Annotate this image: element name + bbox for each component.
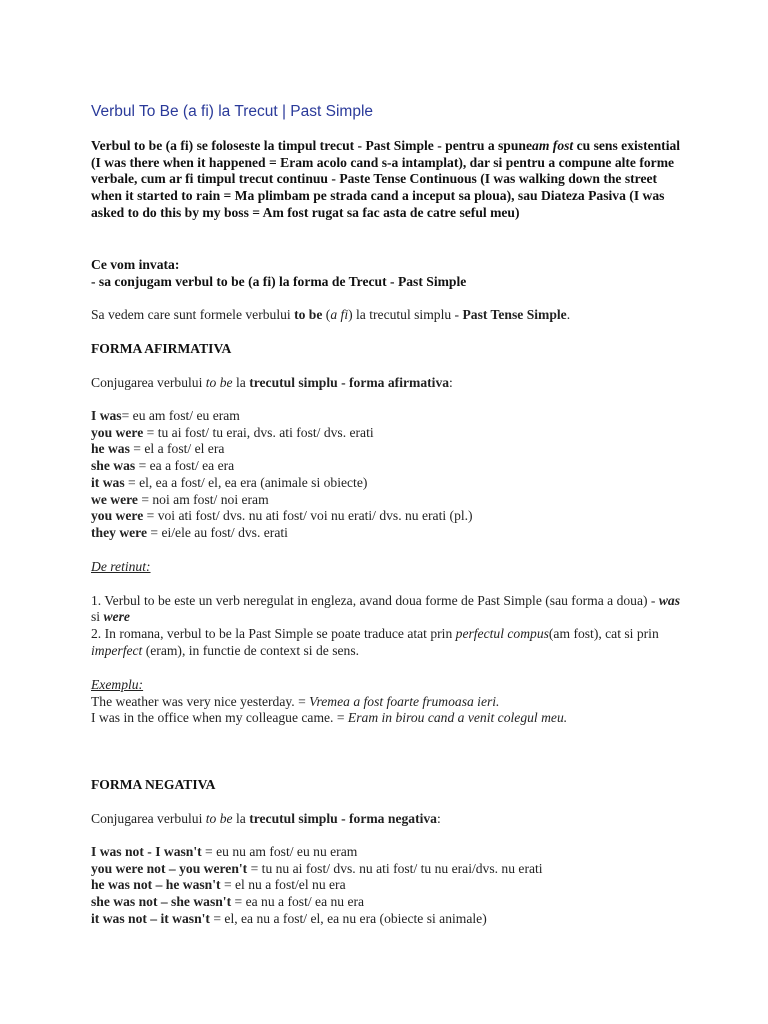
exemplu-label: Exemplu: bbox=[91, 677, 144, 692]
retinut-note-2-text-2: (am fost), cat si prin bbox=[548, 626, 659, 642]
forms-text-1: Sa vedem care sunt formele verbului bbox=[91, 307, 295, 322]
neg-conj-to-be: to be bbox=[205, 811, 233, 826]
page-title: Verbul To Be (a fi) la Trecut | Past Simple bbox=[91, 103, 374, 120]
negative-row bbox=[91, 861, 681, 878]
example-2-en: I was in the office when my colleague came. = bbox=[91, 710, 348, 726]
intro-rest: cu sens existential (I was there when it happened = Eram acolo cand s-a intamplat), dar si pentru a compune alte forme verbale, cum ar fi timpul trecut continuu - Paste Tense Continuous (I was walking down the street when it started to rain = Ma plimbam pe strada cand a inceput sa ploua), sau Diateza Pasiva (I was asked to do this by my boss = Am fost rugat sa fac asta de catre seful meu) bbox=[91, 138, 681, 220]
neg-conj-bold: trecutul simplu - forma negativa bbox=[249, 811, 437, 826]
neg-subject: she was not – she wasn't bbox=[91, 894, 232, 910]
exemplu-section bbox=[91, 677, 681, 727]
aff-subject: he was bbox=[91, 441, 130, 457]
example-1-ro: Vremea a fost foarte frumoasa ieri. bbox=[309, 693, 500, 709]
affirmative-row bbox=[91, 425, 681, 442]
retinut-section bbox=[91, 559, 681, 660]
retinut-imperfect: imperfect bbox=[91, 642, 143, 658]
neg-subject: you were not – you weren't bbox=[91, 860, 248, 876]
aff-subject: we were bbox=[91, 491, 138, 507]
example-1 bbox=[91, 694, 681, 711]
retinut-label: De retinut: bbox=[91, 559, 151, 574]
negative-list bbox=[91, 844, 681, 928]
aff-translation: = voi ati fost/ dvs. nu ati fost/ voi nu erati/ dvs. nu erati (pl.) bbox=[143, 508, 473, 524]
forms-text-2: ( bbox=[322, 307, 331, 322]
negative-heading: FORMA NEGATIVA bbox=[91, 777, 216, 792]
aff-subject: they were bbox=[91, 524, 147, 540]
aff-conj-text-3: : bbox=[449, 375, 453, 390]
neg-translation: = el, ea nu a fost/ el, ea nu era (obiecte si animale) bbox=[209, 910, 487, 926]
aff-translation: = tu ai fost/ tu erai, dvs. ati fost/ dvs. erati bbox=[143, 424, 374, 440]
learn-section bbox=[91, 257, 681, 290]
intro-paragraph bbox=[91, 138, 681, 222]
aff-translation: = eu am fost/ eu eram bbox=[121, 408, 240, 423]
affirmative-row bbox=[91, 441, 681, 458]
learn-item: - sa conjugam verbul to be (a fi) la forma de Trecut - Past Simple bbox=[91, 273, 467, 289]
forms-to-be: to be bbox=[294, 307, 323, 322]
aff-translation: = ei/ele au fost/ dvs. erati bbox=[147, 524, 288, 540]
intro-am-fost: am fost bbox=[532, 138, 574, 153]
aff-conj-to-be: to be bbox=[205, 375, 233, 390]
affirmative-row bbox=[91, 475, 681, 492]
aff-translation: = el a fost/ el era bbox=[129, 441, 225, 457]
neg-translation: = eu nu am fost/ eu nu eram bbox=[201, 844, 358, 859]
example-2 bbox=[91, 710, 681, 727]
aff-translation: = noi am fost/ noi eram bbox=[137, 491, 269, 507]
affirmative-heading: FORMA AFIRMATIVA bbox=[91, 341, 232, 356]
retinut-note-1-text: 1. Verbul to be este un verb neregulat in engleza, avand doua forme de Past Simple (sau forma a doua) - bbox=[91, 592, 659, 608]
retinut-note-1 bbox=[91, 593, 680, 625]
forms-past-tense-simple: Past Tense Simple bbox=[462, 307, 567, 322]
retinut-note-2 bbox=[91, 626, 659, 658]
learn-heading: Ce vom invata: bbox=[91, 257, 180, 272]
example-2-ro: Eram in birou cand a venit colegul meu. bbox=[347, 710, 568, 726]
aff-translation: = el, ea a fost/ el, ea era (animale si obiecte) bbox=[124, 474, 368, 490]
negative-row bbox=[91, 877, 681, 894]
neg-subject: it was not – it wasn't bbox=[91, 910, 210, 926]
forms-line bbox=[91, 307, 681, 324]
retinut-was: was bbox=[658, 592, 681, 608]
neg-translation: = tu nu ai fost/ dvs. nu ati fost/ tu nu erai/dvs. nu erati bbox=[247, 860, 543, 876]
negative-row bbox=[91, 844, 681, 861]
aff-conj-bold: trecutul simplu - forma afirmativa bbox=[249, 375, 450, 390]
aff-conj-text-2: la bbox=[232, 375, 250, 390]
aff-subject: you were bbox=[91, 424, 144, 440]
retinut-note-2-text-3: (eram), in functie de context si de sens. bbox=[142, 642, 360, 658]
aff-subject: it was bbox=[91, 474, 125, 490]
forms-text-3: ) la trecutul simplu - bbox=[348, 307, 463, 322]
negative-row bbox=[91, 911, 681, 928]
retinut-si: si bbox=[91, 609, 104, 625]
aff-subject: I was bbox=[91, 408, 122, 423]
affirmative-row bbox=[91, 492, 681, 509]
retinut-perfectul: perfectul compus bbox=[455, 626, 549, 642]
neg-conj-text-3: : bbox=[436, 811, 441, 826]
aff-subject: you were bbox=[91, 508, 144, 524]
neg-translation: = ea nu a fost/ ea nu era bbox=[231, 894, 365, 910]
example-1-en: The weather was very nice yesterday. = bbox=[91, 693, 310, 709]
aff-subject: she was bbox=[91, 458, 136, 474]
forms-a-fi: a fi bbox=[330, 307, 349, 322]
affirmative-row bbox=[91, 408, 681, 425]
affirmative-row bbox=[91, 525, 681, 542]
retinut-note-2-text-1: 2. In romana, verbul to be la Past Simple se poate traduce atat prin bbox=[91, 626, 456, 642]
retinut-were: were bbox=[103, 609, 130, 625]
neg-conj-text-1: Conjugarea verbului bbox=[91, 811, 206, 826]
neg-subject: he was not – he wasn't bbox=[91, 877, 221, 893]
forms-text-4: . bbox=[566, 307, 571, 322]
aff-translation: = ea a fost/ ea era bbox=[135, 458, 235, 474]
negative-conjugation-line bbox=[91, 811, 681, 828]
affirmative-list bbox=[91, 408, 681, 542]
intro-text: Verbul to be (a fi) se foloseste la timpul trecut - Past Simple - pentru a spune bbox=[91, 138, 533, 153]
affirmative-row bbox=[91, 508, 681, 525]
neg-subject: I was not - I wasn't bbox=[91, 844, 202, 859]
neg-conj-text-2: la bbox=[232, 811, 250, 826]
affirmative-conjugation-line bbox=[91, 375, 681, 392]
affirmative-row bbox=[91, 458, 681, 475]
negative-row bbox=[91, 894, 681, 911]
neg-translation: = el nu a fost/el nu era bbox=[220, 877, 346, 893]
aff-conj-text-1: Conjugarea verbului bbox=[91, 375, 206, 390]
